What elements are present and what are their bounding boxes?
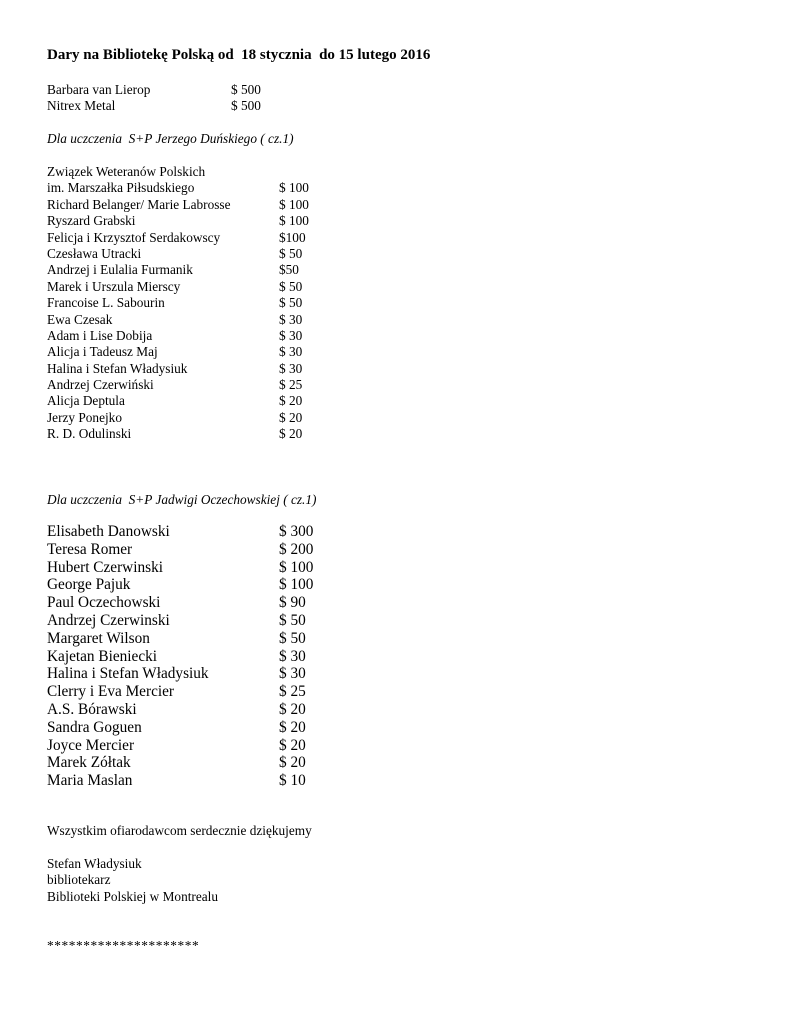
donor-name: Richard Belanger/ Marie Labrosse (47, 196, 231, 212)
donor-amount: $ 100 (279, 180, 309, 196)
donor-name: Sandra Goguen (47, 718, 142, 736)
donor-name: Marek i Urszula Mierscy (47, 278, 181, 294)
thanks-note: Wszystkim ofiarodawcom serdecznie dziękujemy (47, 823, 312, 838)
donor-amount: $ 90 (279, 594, 306, 612)
donor-amount: $ 50 (279, 245, 303, 261)
donor-amount: $ 30 (279, 327, 303, 343)
donor-amount: $ 30 (279, 311, 303, 327)
donor-amount: $ 100 (279, 196, 309, 212)
signature-block (47, 856, 218, 905)
section2-heading: Dla uczczenia S+P Jadwigi Oczechowskiej ( cz.1) (47, 492, 317, 507)
signature-institution: Biblioteki Polskiej w Montrealu (47, 888, 219, 904)
signature-role: bibliotekarz (47, 872, 111, 888)
donor-name: Związek Weteranów Polskich (47, 164, 206, 179)
donor-amount: $ 10 (279, 772, 306, 790)
donor-name: Nitrex Metal (47, 98, 116, 114)
donor-name: George Pajuk (47, 576, 131, 594)
donor-amount: $ 50 (279, 295, 303, 311)
donor-amount: $ 100 (279, 558, 314, 576)
donor-amount: $ 30 (279, 344, 303, 360)
signature-name: Stefan Władysiuk (47, 856, 142, 871)
donor-name: Ryszard Grabski (47, 213, 136, 229)
donor-name: Kajetan Bieniecki (47, 647, 158, 665)
donor-name: Teresa Romer (47, 540, 133, 558)
donor-name: Jerzy Ponejko (47, 409, 122, 425)
donor-amount: $ 100 (279, 576, 314, 594)
donor-name: Halina i Stefan Władysiuk (47, 665, 209, 683)
document-page (47, 0, 767, 1024)
donor-amount: $ 500 (231, 98, 261, 114)
donor-name: Halina i Stefan Władysiuk (47, 360, 188, 376)
donor-name: R. D. Odulinski (47, 426, 132, 442)
donor-name: Clerry i Eva Mercier (47, 683, 174, 701)
donor-name: Andrzej i Eulalia Furmanik (47, 262, 193, 278)
donor-name: Andrzej Czerwiński (47, 377, 154, 393)
donor-amount: $ 30 (279, 360, 303, 376)
section1-heading: Dla uczczenia S+P Jerzego Duńskiego ( cz.1) (47, 131, 294, 146)
donor-amount: $ 25 (279, 377, 303, 393)
donor-name: Ewa Czesak (47, 311, 113, 327)
donor-amount: $ 50 (279, 278, 303, 294)
donor-name: im. Marszałka Piłsudskiego (47, 180, 195, 196)
donor-name: Hubert Czerwinski (47, 558, 163, 576)
donor-amount: $ 30 (279, 665, 306, 683)
donor-amount: $ 20 (279, 409, 303, 425)
donor-name: Marek Zółtak (47, 754, 131, 772)
donor-amount: $ 500 (231, 82, 261, 97)
donor-name: Elisabeth Danowski (47, 523, 170, 540)
donor-amount: $50 (279, 262, 299, 278)
donor-name: Paul Oczechowski (47, 594, 161, 612)
donor-name: Felicja i Krzysztof Serdakowscy (47, 229, 221, 245)
donor-amount: $ 25 (279, 683, 306, 701)
donor-amount: $ 20 (279, 426, 303, 442)
donor-name: Alicja Deptula (47, 393, 125, 409)
donor-name: Barbara van Lierop (47, 82, 151, 97)
donor-name: Joyce Mercier (47, 736, 135, 754)
donor-name: Czesława Utracki (47, 245, 142, 261)
donor-amount: $ 50 (279, 611, 306, 629)
donor-amount: $ 20 (279, 718, 306, 736)
donor-amount: $ 20 (279, 754, 306, 772)
donor-name: Maria Maslan (47, 772, 133, 790)
donor-amount: $ 20 (279, 700, 306, 718)
donor-name: Andrzej Czerwinski (47, 611, 170, 629)
donor-amount: $ 20 (279, 736, 306, 754)
donor-amount: $ 20 (279, 393, 303, 409)
donor-name: Adam i Lise Dobija (47, 327, 153, 343)
page-title: Dary na Bibliotekę Polską od 18 stycznia do 15 lutego 2016 (47, 47, 431, 63)
donor-name: A.S. Bórawski (47, 700, 137, 718)
donor-amount: $100 (279, 229, 306, 245)
donor-name: Margaret Wilson (47, 629, 150, 647)
donor-amount: $ 50 (279, 629, 306, 647)
donor-name: Francoise L. Sabourin (47, 295, 165, 311)
donor-amount: $ 200 (279, 540, 314, 558)
donor-amount: $ 300 (279, 523, 314, 540)
footer-separator: ********************* (47, 938, 200, 953)
donor-amount: $ 100 (279, 213, 309, 229)
donor-amount: $ 30 (279, 647, 306, 665)
donor-name: Alicja i Tadeusz Maj (47, 344, 158, 360)
